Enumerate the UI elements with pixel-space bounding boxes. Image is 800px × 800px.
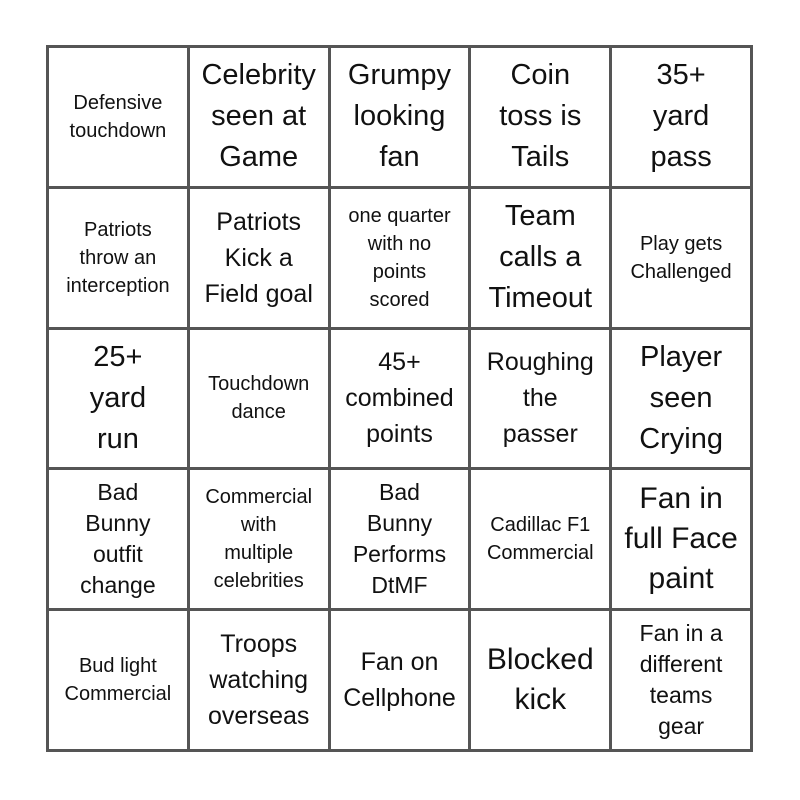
bingo-cell-text: Touchdown dance <box>208 373 310 424</box>
bingo-cell-text: 25+ yard run <box>89 340 147 455</box>
bingo-cell-text: Roughing the passer <box>486 348 594 449</box>
bingo-cell-text: Patriots throw an interception <box>66 218 170 297</box>
bingo-cell-text: Troops watching overseas <box>207 630 310 731</box>
bingo-cell[interactable] <box>612 189 750 327</box>
bingo-cell-text: Fan on Cellphone <box>343 648 456 713</box>
bingo-cell[interactable] <box>49 470 187 608</box>
bingo-cell-text: Player seen Crying <box>639 340 723 455</box>
bingo-cell-text: Fan in full Face paint <box>624 482 738 596</box>
bingo-cell[interactable] <box>612 611 750 749</box>
bingo-cell-text: Commercial with multiple celebrities <box>205 486 313 593</box>
bingo-cell[interactable] <box>331 48 469 186</box>
bingo-cell-text: Bad Bunny Performs DtMF <box>352 479 447 599</box>
bingo-cell[interactable] <box>471 470 609 608</box>
bingo-cell[interactable] <box>612 470 750 608</box>
bingo-cell-text: Defensive touchdown <box>69 91 167 142</box>
bingo-cell[interactable] <box>190 470 328 608</box>
bingo-cell-text: Grumpy looking fan <box>347 59 452 174</box>
bingo-cell-text: Blocked kick <box>486 643 594 717</box>
bingo-cell-text: 35+ yard pass <box>650 59 712 174</box>
bingo-cell[interactable] <box>471 330 609 468</box>
bingo-cell-text: Fan in a different teams gear <box>639 620 723 740</box>
bingo-cell[interactable] <box>612 330 750 468</box>
bingo-cell[interactable] <box>190 611 328 749</box>
bingo-cell[interactable] <box>331 611 469 749</box>
bingo-cell[interactable] <box>471 189 609 327</box>
bingo-cell[interactable] <box>471 48 609 186</box>
bingo-cell[interactable] <box>331 189 469 327</box>
bingo-cell-text: Cadillac F1 Commercial <box>486 514 594 565</box>
bingo-cell[interactable] <box>471 611 609 749</box>
bingo-board <box>46 45 753 752</box>
bingo-cell-text: Play gets Challenged <box>630 232 732 283</box>
bingo-cell[interactable] <box>331 330 469 468</box>
bingo-cell[interactable] <box>190 330 328 468</box>
bingo-cell[interactable] <box>49 611 187 749</box>
bingo-cell[interactable] <box>612 48 750 186</box>
bingo-cell-text: Coin toss is Tails <box>499 59 582 174</box>
bingo-cell-text: Bad Bunny outfit change <box>80 479 156 599</box>
bingo-cell[interactable] <box>190 48 328 186</box>
bingo-cell-text: Patriots Kick a Field goal <box>204 207 313 308</box>
bingo-cell-text: Team calls a Timeout <box>488 200 593 315</box>
bingo-cell-text: one quarter with no points scored <box>348 204 451 311</box>
bingo-cell[interactable] <box>49 48 187 186</box>
bingo-cell[interactable] <box>49 330 187 468</box>
bingo-cell-text: 45+ combined points <box>345 348 454 449</box>
bingo-cell-text: Bud light Commercial <box>64 655 172 706</box>
bingo-cell[interactable] <box>49 189 187 327</box>
bingo-cell[interactable] <box>331 470 469 608</box>
bingo-cell-text: Celebrity seen at Game <box>201 59 316 174</box>
bingo-cell[interactable] <box>190 189 328 327</box>
